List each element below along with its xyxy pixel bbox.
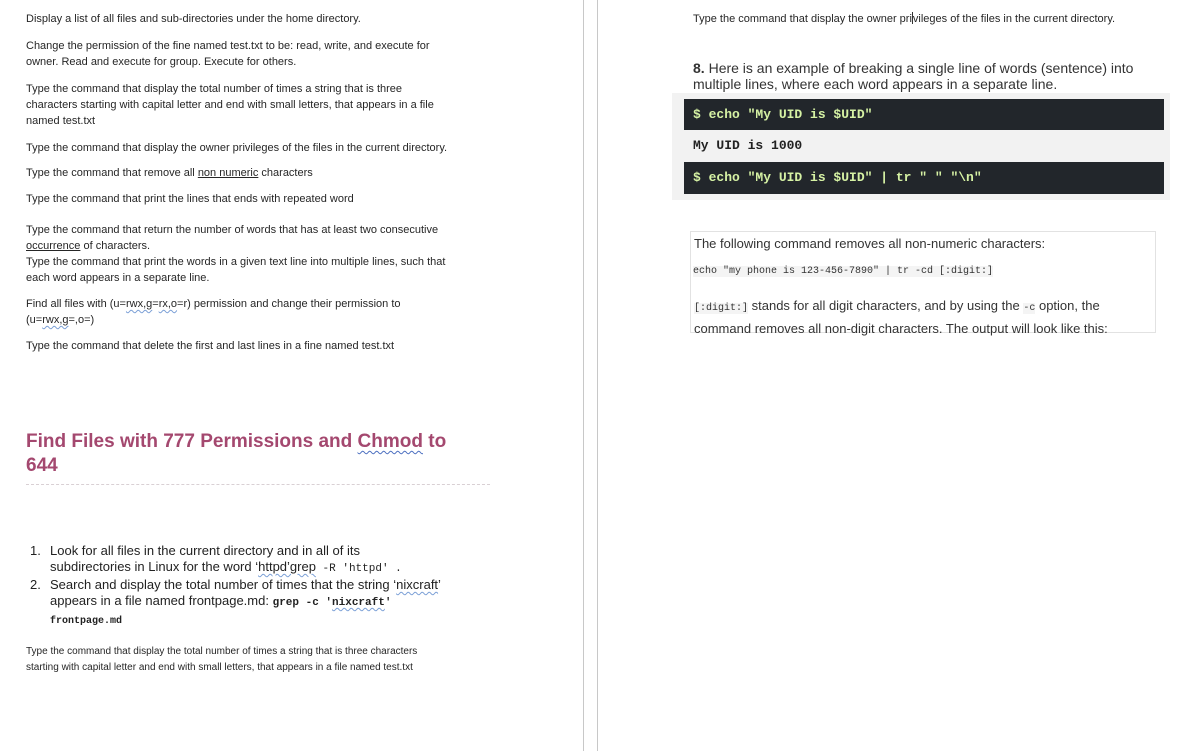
example-number: 8. bbox=[693, 60, 705, 76]
heading-text: Find Files with 777 Permissions and bbox=[26, 431, 358, 452]
paragraph-repeated-word: Type the command that print the lines that ends with repeated word bbox=[26, 193, 354, 205]
text-line: Type the command that display the total number of times a string that is three characters bbox=[26, 646, 418, 657]
heading-text: to bbox=[422, 431, 447, 452]
paragraph-count-string bbox=[26, 81, 434, 129]
inline-code: ' bbox=[384, 597, 392, 609]
heading-text: 644 bbox=[26, 455, 58, 476]
paragraph-delete-lines: Type the command that delete the first and last lines in a fine named test.txt bbox=[26, 340, 395, 352]
paragraph-chmod-test bbox=[26, 38, 430, 70]
list-text: Search and display the total number of times that the string ‘ bbox=[50, 577, 397, 592]
text-run: Type the command that remove all bbox=[26, 167, 198, 179]
spellcheck-run: rwx,g bbox=[125, 298, 153, 310]
section-heading bbox=[26, 430, 490, 485]
example-8-intro bbox=[693, 60, 1163, 92]
text-run: stands for all digit characters, and by using the bbox=[748, 298, 1024, 313]
inline-code: frontpage.md bbox=[50, 616, 123, 627]
list-text: appears in a file named frontpage.md: bbox=[50, 593, 273, 608]
paragraph-consecutive-occurrence bbox=[26, 222, 445, 286]
example-text: Here is an example of breaking a single line of words (sentence) into multiple lines, where each word appears in a separate line. bbox=[693, 60, 1134, 92]
text-run: =,o=) bbox=[68, 314, 95, 326]
paragraph-owner-privileges-right bbox=[693, 11, 1115, 27]
spellcheck-run: rx,o bbox=[158, 298, 178, 310]
inline-code: -R 'httpd' . bbox=[315, 563, 402, 575]
text-line: named test.txt bbox=[26, 115, 96, 127]
paragraph-remove-non-numeric bbox=[26, 165, 313, 181]
numbered-list bbox=[26, 543, 496, 628]
box-explanation bbox=[694, 296, 1156, 339]
list-number: 1. bbox=[30, 543, 41, 558]
text-run: Type the command that display the owner pri bbox=[693, 13, 912, 25]
document-page-left bbox=[0, 0, 583, 751]
text-line: Type the command that return the number of words that has at least two consecutive bbox=[26, 224, 439, 236]
text-run: vileges of the files in the current directory. bbox=[912, 13, 1116, 25]
text-run: =r) permission and change their permission to bbox=[177, 298, 401, 310]
list-item bbox=[26, 577, 496, 628]
text-line: Type the command that display the total number of times a string that is three bbox=[26, 83, 403, 95]
text-line: each word appears in a separate line. bbox=[26, 272, 210, 284]
page-gutter bbox=[583, 0, 598, 751]
list-number: 2. bbox=[30, 577, 41, 592]
text-run: characters bbox=[258, 167, 313, 179]
paragraph-owner-privileges: Type the command that display the owner privileges of the files in the current directory. bbox=[26, 142, 448, 154]
text-line: characters starting with capital letter and end with small letters, that appears in a file bbox=[26, 99, 434, 111]
spellcheck-run: httpd’grep bbox=[258, 559, 316, 574]
box-intro-text: The following command removes all non-numeric characters: bbox=[694, 236, 1046, 251]
box-code-line bbox=[693, 265, 993, 279]
spellcheck-run: nixcraft bbox=[396, 577, 439, 592]
inline-code: [:digit:] bbox=[694, 303, 749, 314]
non-numeric-example-box bbox=[690, 231, 1156, 336]
terminal-output-line: My UID is 1000 bbox=[684, 130, 1164, 162]
inline-code: grep -c ' bbox=[272, 597, 333, 609]
heading-spellcheck-run: Chmod bbox=[357, 431, 423, 452]
list-item bbox=[26, 543, 496, 577]
list-text: Look for all files in the current directory and in all of its bbox=[50, 543, 360, 558]
list-text: subdirectories in Linux for the word ‘ bbox=[50, 559, 259, 574]
text-run: = bbox=[152, 298, 159, 310]
inline-code-spellcheck: nixcraft bbox=[332, 597, 385, 609]
paragraph-count-string-repeat bbox=[26, 644, 417, 676]
text-run-underlined: occurrence bbox=[26, 240, 81, 252]
terminal-command-line: $ echo "My UID is $UID" | tr " " "\n" bbox=[684, 162, 1164, 194]
code-text: echo "my phone is 123-456-7890" | tr -cd [:digit:] bbox=[693, 266, 994, 277]
spellcheck-run: rwx,g bbox=[42, 314, 69, 326]
terminal-command-line: $ echo "My UID is $UID" bbox=[684, 99, 1164, 131]
paragraph-list-home: Display a list of all files and sub-directories under the home directory. bbox=[26, 13, 361, 25]
text-line: owner. Read and execute for group. Execute for others. bbox=[26, 56, 297, 68]
text-run: (u= bbox=[26, 314, 43, 326]
text-run: Find all files with (u= bbox=[26, 298, 126, 310]
text-line: Type the command that print the words in a given text line into multiple lines, such that bbox=[26, 256, 446, 268]
paragraph-find-permissions bbox=[26, 296, 401, 328]
text-line: Change the permission of the fine named test.txt to be: read, write, and execute for bbox=[26, 40, 430, 52]
terminal-block bbox=[672, 93, 1170, 200]
text-run: of characters. bbox=[80, 240, 151, 252]
inline-code: -c bbox=[1023, 303, 1036, 314]
list-text: ’ bbox=[438, 577, 441, 592]
text-run-underlined: non numeric bbox=[197, 167, 259, 179]
text-line: starting with capital letter and end with small letters, that appears in a file named test.txt bbox=[26, 662, 413, 673]
text-run: option, the command removes all non-digit characters. The output will look like this: bbox=[694, 298, 1108, 336]
